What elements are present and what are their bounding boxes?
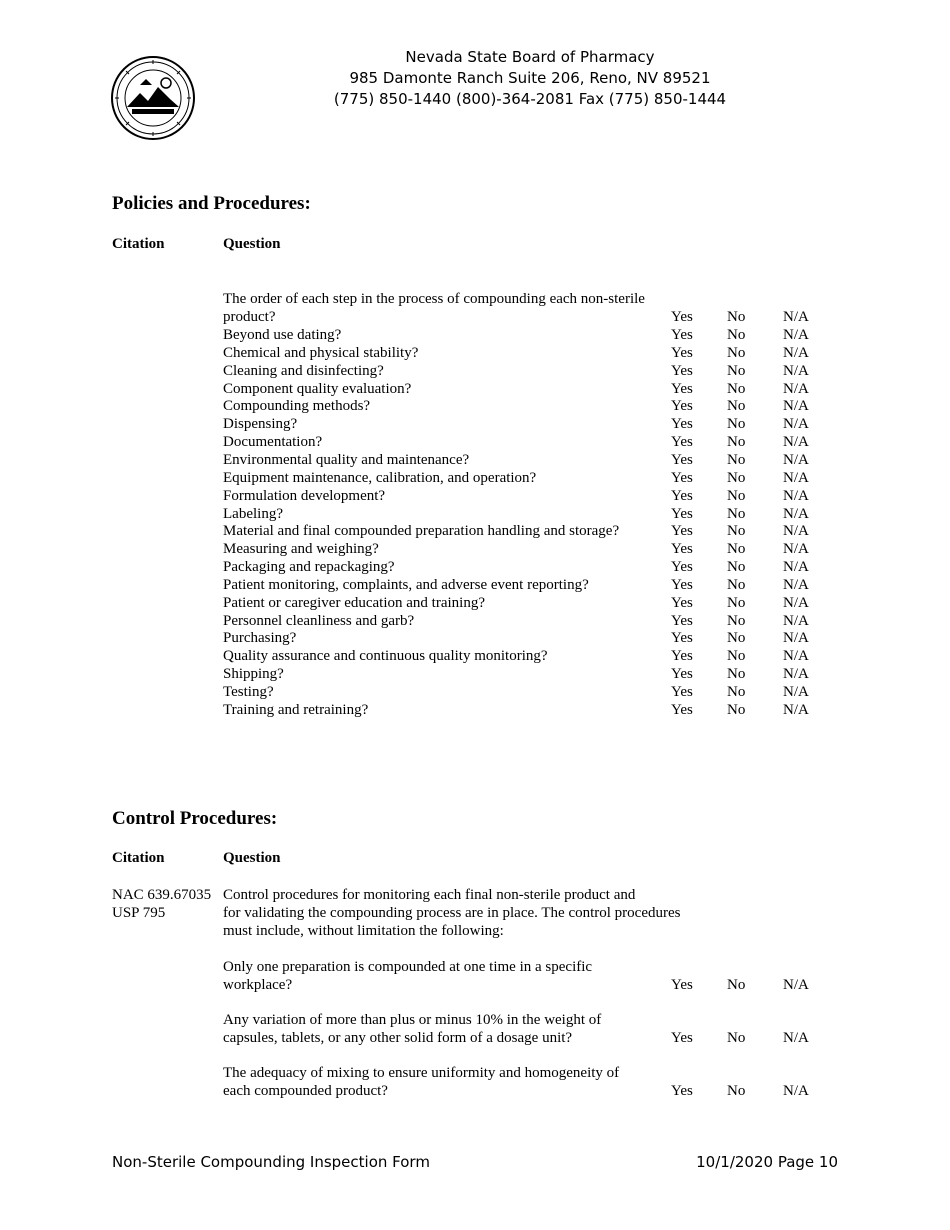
answer-na[interactable]: N/A	[783, 977, 809, 993]
answer-yes[interactable]: Yes	[671, 327, 693, 343]
answer-yes[interactable]: Yes	[671, 977, 693, 993]
answer-no[interactable]: No	[727, 487, 746, 504]
answer-options	[0, 487, 950, 505]
answer-options	[0, 308, 950, 326]
question-text: Patient monitoring, complaints, and adverse event reporting?	[223, 576, 589, 593]
question-column-header: Question	[223, 850, 281, 866]
question-text: Measuring and weighing?	[223, 541, 379, 558]
answer-options	[0, 380, 950, 398]
answer-no[interactable]: No	[727, 666, 746, 683]
question-text: Cleaning and disinfecting?	[223, 362, 384, 379]
answer-yes[interactable]: Yes	[671, 416, 693, 433]
answer-na[interactable]: N/A	[783, 630, 809, 647]
answer-options	[0, 469, 950, 487]
answer-no[interactable]: No	[727, 309, 746, 325]
question-text: Documentation?	[223, 434, 323, 451]
answer-options	[0, 683, 950, 701]
question-text: Dispensing?	[223, 416, 298, 433]
answer-no[interactable]: No	[727, 1083, 746, 1099]
answer-yes[interactable]: Yes	[671, 398, 693, 415]
answer-options	[0, 505, 950, 523]
answer-na[interactable]: N/A	[783, 451, 809, 468]
answer-no[interactable]: No	[727, 327, 746, 343]
answer-no[interactable]: No	[727, 701, 746, 718]
citation-column-header: Citation	[112, 236, 165, 252]
question-text: Personnel cleanliness and garb?	[223, 612, 415, 629]
control-question-text: Any variation of more than plus or minus 10% in the weight of	[223, 1012, 602, 1028]
question-text: Training and retraining?	[223, 701, 369, 718]
control-question-text: Only one preparation is compounded at one time in a specific	[223, 959, 593, 975]
question-text: Quality assurance and continuous quality monitoring?	[223, 648, 548, 665]
answer-no[interactable]: No	[727, 594, 746, 611]
answer-na[interactable]: N/A	[783, 1083, 809, 1099]
organization-name: Nevada State Board of Pharmacy	[405, 48, 655, 66]
question-text: Chemical and physical stability?	[223, 344, 419, 361]
control-intro-text: for validating the compounding process are in place. The control procedures	[223, 905, 681, 921]
answer-options	[0, 433, 950, 451]
question-text: Labeling?	[223, 505, 283, 522]
answer-options	[0, 397, 950, 415]
answer-yes[interactable]: Yes	[671, 487, 693, 504]
answer-na[interactable]: N/A	[783, 576, 809, 593]
answer-options	[0, 362, 950, 380]
answer-yes[interactable]: Yes	[671, 523, 693, 540]
answer-no[interactable]: No	[727, 362, 746, 379]
answer-na[interactable]: N/A	[783, 327, 809, 343]
answer-yes[interactable]: Yes	[671, 451, 693, 468]
answer-no[interactable]: No	[727, 469, 746, 486]
answer-na[interactable]: N/A	[783, 505, 809, 522]
answer-options	[0, 701, 950, 719]
question-text: product?	[223, 309, 276, 325]
question-text: Patient or caregiver education and training?	[223, 594, 485, 611]
answer-yes[interactable]: Yes	[671, 1083, 693, 1099]
answer-no[interactable]: No	[727, 977, 746, 993]
answer-yes[interactable]: Yes	[671, 630, 693, 647]
answer-yes[interactable]: Yes	[671, 362, 693, 379]
answer-no[interactable]: No	[727, 523, 746, 540]
citation-text: USP 795	[112, 905, 166, 921]
question-text: Material and final compounded preparation handling and storage?	[223, 523, 620, 540]
answer-options	[0, 558, 950, 576]
answer-yes[interactable]: Yes	[671, 344, 693, 361]
answer-yes[interactable]: Yes	[671, 541, 693, 558]
answer-no[interactable]: No	[727, 416, 746, 433]
answer-no[interactable]: No	[727, 630, 746, 647]
control-intro-text: must include, without limitation the following:	[223, 923, 504, 939]
question-text: Component quality evaluation?	[223, 380, 412, 397]
answer-yes[interactable]: Yes	[671, 576, 693, 593]
answer-na[interactable]: N/A	[783, 398, 809, 415]
footer-date-page: 10/1/2020 Page 10	[696, 1153, 838, 1171]
answer-no[interactable]: No	[727, 648, 746, 665]
question-text: Purchasing?	[223, 630, 297, 647]
answer-options	[0, 540, 950, 558]
answer-options	[0, 612, 950, 630]
answer-no[interactable]: No	[727, 684, 746, 700]
answer-yes[interactable]: Yes	[671, 612, 693, 629]
control-question-text: The adequacy of mixing to ensure uniformity and homogeneity of	[223, 1065, 620, 1081]
control-question-text: workplace?	[223, 977, 293, 993]
answer-options	[0, 629, 950, 647]
question-text: Testing?	[223, 684, 274, 700]
answer-options	[0, 976, 950, 994]
answer-na[interactable]: N/A	[783, 344, 809, 361]
answer-yes[interactable]: Yes	[671, 666, 693, 683]
answer-options	[0, 1029, 950, 1047]
question-text: Packaging and repackaging?	[223, 559, 395, 576]
answer-na[interactable]: N/A	[783, 416, 809, 433]
answer-yes[interactable]: Yes	[671, 380, 693, 397]
answer-no[interactable]: No	[727, 612, 746, 629]
answer-na[interactable]: N/A	[783, 541, 809, 558]
answer-options	[0, 576, 950, 594]
answer-no[interactable]: No	[727, 505, 746, 522]
control-question-text: capsules, tablets, or any other solid form of a dosage unit?	[223, 1030, 573, 1046]
answer-na[interactable]: N/A	[783, 469, 809, 486]
answer-yes[interactable]: Yes	[671, 434, 693, 451]
answer-options	[0, 451, 950, 469]
question-column-header: Question	[223, 236, 281, 252]
answer-na[interactable]: N/A	[783, 684, 809, 700]
answer-no[interactable]: No	[727, 434, 746, 451]
answer-na[interactable]: N/A	[783, 1030, 809, 1046]
answer-na[interactable]: N/A	[783, 612, 809, 629]
question-text: Compounding methods?	[223, 398, 371, 415]
answer-yes[interactable]: Yes	[671, 648, 693, 665]
answer-no[interactable]: No	[727, 1030, 746, 1046]
answer-na[interactable]: N/A	[783, 434, 809, 451]
answer-no[interactable]: No	[727, 451, 746, 468]
answer-yes[interactable]: Yes	[671, 684, 693, 700]
answer-yes[interactable]: Yes	[671, 505, 693, 522]
answer-na[interactable]: N/A	[783, 380, 809, 397]
organization-phones: (775) 850-1440 (800)-364-2081 Fax (775) 850-1444	[333, 90, 727, 108]
citation-column-header: Citation	[112, 850, 165, 866]
answer-yes[interactable]: Yes	[671, 469, 693, 486]
answer-na[interactable]: N/A	[783, 666, 809, 683]
answer-no[interactable]: No	[727, 344, 746, 361]
citation-text: NAC 639.67035	[112, 887, 212, 903]
answer-no[interactable]: No	[727, 380, 746, 397]
answer-yes[interactable]: Yes	[671, 309, 693, 325]
answer-na[interactable]: N/A	[783, 523, 809, 540]
question-text: Shipping?	[223, 666, 284, 683]
answer-yes[interactable]: Yes	[671, 701, 693, 718]
answer-na[interactable]: N/A	[783, 594, 809, 611]
section-title-policies: Policies and Procedures:	[112, 193, 311, 214]
control-question-text: each compounded product?	[223, 1083, 388, 1099]
answer-options	[0, 415, 950, 433]
answer-yes[interactable]: Yes	[671, 594, 693, 611]
question-text: Beyond use dating?	[223, 327, 342, 343]
question-text: Formulation development?	[223, 487, 386, 504]
control-intro-text: Control procedures for monitoring each final non-sterile product and	[223, 887, 636, 903]
letterhead	[250, 47, 810, 110]
answer-options	[0, 326, 950, 344]
answer-na[interactable]: N/A	[783, 648, 809, 665]
answer-no[interactable]: No	[727, 576, 746, 593]
answer-no[interactable]: No	[727, 398, 746, 415]
answer-options	[0, 522, 950, 540]
answer-no[interactable]: No	[727, 541, 746, 558]
answer-options	[0, 594, 950, 612]
answer-na[interactable]: N/A	[783, 309, 809, 325]
answer-na[interactable]: N/A	[783, 362, 809, 379]
answer-no[interactable]: No	[727, 559, 746, 576]
organization-address: 985 Damonte Ranch Suite 206, Reno, NV 89521	[349, 69, 711, 87]
answer-yes[interactable]: Yes	[671, 559, 693, 576]
question-text: The order of each step in the process of compounding each non-sterile	[223, 291, 645, 307]
answer-yes[interactable]: Yes	[671, 1030, 693, 1046]
answer-options	[0, 665, 950, 683]
answer-options	[0, 344, 950, 362]
answer-na[interactable]: N/A	[783, 559, 809, 576]
state-seal-logo	[110, 55, 196, 141]
question-text: Equipment maintenance, calibration, and operation?	[223, 469, 537, 486]
answer-na[interactable]: N/A	[783, 487, 809, 504]
answer-options	[0, 1082, 950, 1100]
question-text: Environmental quality and maintenance?	[223, 451, 470, 468]
footer-form-name: Non-Sterile Compounding Inspection Form	[112, 1153, 430, 1171]
section-title-control: Control Procedures:	[112, 808, 278, 829]
answer-options	[0, 647, 950, 665]
answer-na[interactable]: N/A	[783, 701, 809, 718]
